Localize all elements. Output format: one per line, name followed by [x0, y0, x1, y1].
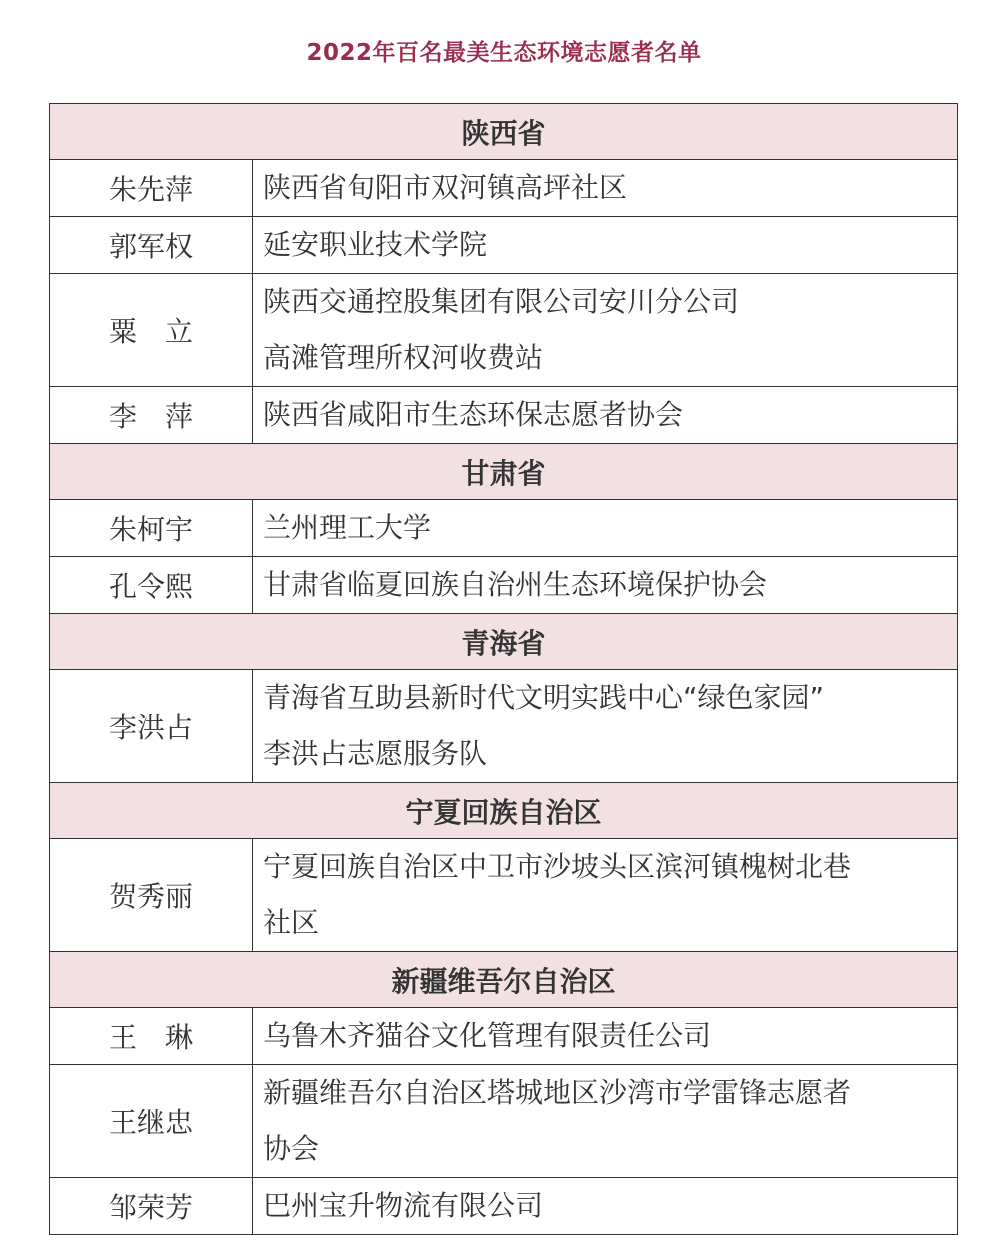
volunteer-table-body [50, 104, 958, 1235]
volunteer-organization [253, 160, 958, 217]
table-row [50, 839, 958, 952]
region-name: 宁夏回族自治区 [50, 783, 958, 839]
volunteer-name: 孔令熙 [50, 557, 253, 614]
volunteer-name: 邹荣芳 [50, 1178, 253, 1235]
organization-line: 甘肃省临夏回族自治州生态环境保护协会 [263, 568, 768, 601]
region-header-row [50, 783, 958, 839]
volunteer-name: 郭军权 [50, 217, 253, 274]
volunteer-name: 朱先萍 [50, 160, 253, 217]
region-name: 甘肃省 [50, 444, 958, 500]
region-header-row [50, 952, 958, 1008]
organization-line: 陕西省旬阳市双河镇高坪社区 [263, 171, 628, 204]
table-row [50, 557, 958, 614]
region-header-row [50, 104, 958, 160]
table-row [50, 160, 958, 217]
region-header-row [50, 614, 958, 670]
table-row [50, 1008, 958, 1065]
volunteer-organization [253, 1178, 958, 1235]
region-name: 新疆维吾尔自治区 [50, 952, 958, 1008]
volunteer-organization [253, 274, 958, 387]
volunteer-name: 朱柯宇 [50, 500, 253, 557]
volunteer-organization [253, 670, 958, 783]
table-row [50, 274, 958, 387]
volunteer-name: 王 琳 [50, 1008, 253, 1065]
table-row [50, 1065, 958, 1178]
volunteer-organization [253, 839, 958, 952]
volunteer-organization [253, 1065, 958, 1178]
organization-line: 陕西省咸阳市生态环保志愿者协会 [263, 398, 684, 431]
organization-line: 李洪占志愿服务队 [263, 737, 488, 770]
volunteer-organization [253, 217, 958, 274]
table-row [50, 1178, 958, 1235]
volunteer-name: 王继忠 [50, 1065, 253, 1178]
organization-line: 宁夏回族自治区中卫市沙坡头区滨河镇槐树北巷 [263, 850, 852, 883]
organization-line: 协会 [263, 1132, 320, 1165]
volunteer-organization [253, 387, 958, 444]
table-row [50, 387, 958, 444]
volunteer-organization [253, 500, 958, 557]
volunteer-table [49, 103, 958, 1235]
volunteer-organization [253, 1008, 958, 1065]
volunteer-name: 李洪占 [50, 670, 253, 783]
volunteer-organization [253, 557, 958, 614]
volunteer-name: 贺秀丽 [50, 839, 253, 952]
organization-line: 巴州宝升物流有限公司 [263, 1189, 544, 1222]
table-row [50, 500, 958, 557]
volunteer-name: 李 萍 [50, 387, 253, 444]
organization-line: 新疆维吾尔自治区塔城地区沙湾市学雷锋志愿者 [263, 1076, 852, 1109]
region-header-row [50, 444, 958, 500]
organization-line: 社区 [263, 906, 320, 939]
page-title: 2022年百名最美生态环境志愿者名单 [306, 40, 702, 66]
organization-line: 陕西交通控股集团有限公司安川分公司 [263, 285, 740, 318]
organization-line: 高滩管理所权河收费站 [263, 341, 544, 374]
organization-line: 延安职业技术学院 [263, 228, 488, 261]
volunteer-name: 粟 立 [50, 274, 253, 387]
region-name: 青海省 [50, 614, 958, 670]
region-name: 陕西省 [50, 104, 958, 160]
table-row [50, 670, 958, 783]
organization-line: 乌鲁木齐猫谷文化管理有限责任公司 [263, 1019, 712, 1052]
table-row [50, 217, 958, 274]
organization-line: 青海省互助县新时代文明实践中心“绿色家园” [263, 681, 825, 714]
organization-line: 兰州理工大学 [263, 511, 432, 544]
